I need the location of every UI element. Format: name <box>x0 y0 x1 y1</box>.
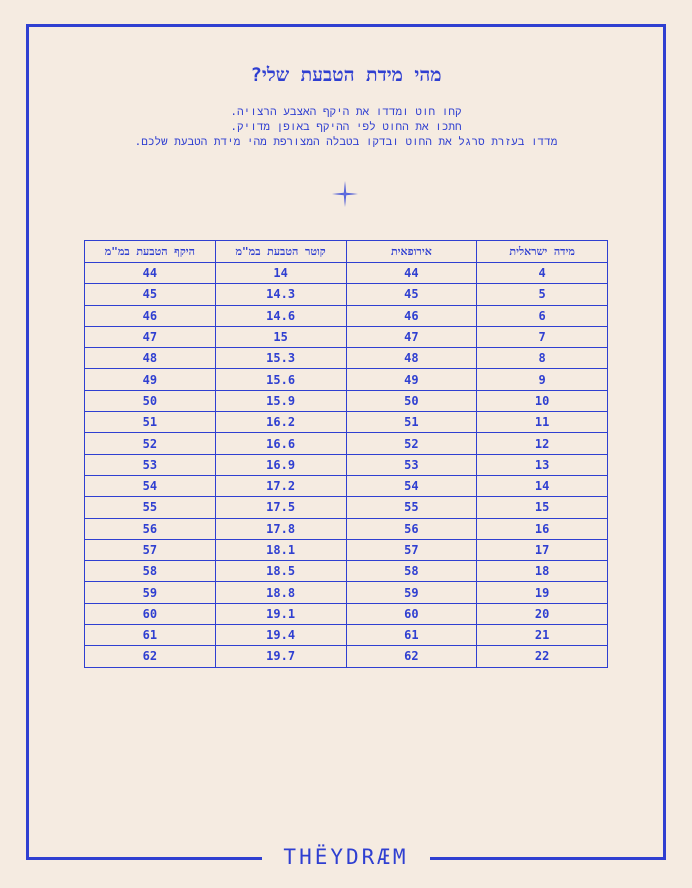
cell-diameter-mm: 15.9 <box>215 390 346 411</box>
instruction-line: מדדו בעזרת סרגל את החוט ובדקו בטבלה המצורפת מהי מידת הטבעת שלכם. <box>134 135 558 148</box>
cell-european-size: 55 <box>346 497 477 518</box>
cell-european-size: 44 <box>346 263 477 284</box>
table-row <box>85 497 608 518</box>
table-row <box>85 369 608 390</box>
table-row <box>85 284 608 305</box>
instructions <box>0 104 692 149</box>
cell-european-size: 53 <box>346 454 477 475</box>
cell-israeli-size: 10 <box>477 390 608 411</box>
cell-european-size: 50 <box>346 390 477 411</box>
table-header-row <box>85 241 608 263</box>
cell-european-size: 46 <box>346 305 477 326</box>
ring-size-table <box>84 240 608 668</box>
cell-european-size: 61 <box>346 625 477 646</box>
sparkle-icon <box>331 180 359 208</box>
cell-diameter-mm: 16.9 <box>215 454 346 475</box>
cell-israeli-size: 12 <box>477 433 608 454</box>
cell-european-size: 47 <box>346 326 477 347</box>
cell-circumference-mm: 46 <box>85 305 216 326</box>
cell-israeli-size: 18 <box>477 561 608 582</box>
cell-circumference-mm: 47 <box>85 326 216 347</box>
cell-european-size: 52 <box>346 433 477 454</box>
table-row <box>85 263 608 284</box>
cell-diameter-mm: 17.8 <box>215 518 346 539</box>
cell-israeli-size: 4 <box>477 263 608 284</box>
cell-diameter-mm: 18.1 <box>215 539 346 560</box>
instruction-line: חתכו את החוט לפי ההיקף באופן מדויק. <box>230 120 462 133</box>
cell-diameter-mm: 14.3 <box>215 284 346 305</box>
cell-israeli-size: 9 <box>477 369 608 390</box>
cell-circumference-mm: 45 <box>85 284 216 305</box>
table-row <box>85 646 608 667</box>
table-row <box>85 326 608 347</box>
frame-border-top <box>26 24 666 27</box>
table-row <box>85 348 608 369</box>
cell-diameter-mm: 14 <box>215 263 346 284</box>
table-row <box>85 412 608 433</box>
cell-diameter-mm: 15.3 <box>215 348 346 369</box>
cell-circumference-mm: 50 <box>85 390 216 411</box>
cell-israeli-size: 13 <box>477 454 608 475</box>
cell-circumference-mm: 53 <box>85 454 216 475</box>
table-row <box>85 603 608 624</box>
cell-israeli-size: 14 <box>477 475 608 496</box>
cell-diameter-mm: 15.6 <box>215 369 346 390</box>
cell-european-size: 57 <box>346 539 477 560</box>
frame-border-left <box>26 24 29 860</box>
table-body <box>85 263 608 668</box>
cell-circumference-mm: 49 <box>85 369 216 390</box>
cell-european-size: 49 <box>346 369 477 390</box>
cell-circumference-mm: 60 <box>85 603 216 624</box>
cell-circumference-mm: 51 <box>85 412 216 433</box>
cell-diameter-mm: 19.7 <box>215 646 346 667</box>
cell-diameter-mm: 18.8 <box>215 582 346 603</box>
cell-israeli-size: 7 <box>477 326 608 347</box>
cell-diameter-mm: 16.6 <box>215 433 346 454</box>
instruction-line: קחו חוט ומדדו את היקף האצבע הרצויה. <box>230 105 462 118</box>
table-row <box>85 625 608 646</box>
header-european-size: אירופאית <box>346 241 477 263</box>
cell-israeli-size: 17 <box>477 539 608 560</box>
frame-border-bottom-left <box>26 857 262 860</box>
cell-diameter-mm: 19.4 <box>215 625 346 646</box>
cell-circumference-mm: 48 <box>85 348 216 369</box>
brand-logo: THËYDRÆM <box>283 845 409 869</box>
cell-european-size: 60 <box>346 603 477 624</box>
cell-israeli-size: 21 <box>477 625 608 646</box>
table-row <box>85 390 608 411</box>
cell-circumference-mm: 56 <box>85 518 216 539</box>
cell-circumference-mm: 62 <box>85 646 216 667</box>
header-circumference-mm: היקף הטבעת במ"מ <box>85 241 216 263</box>
cell-circumference-mm: 44 <box>85 263 216 284</box>
cell-european-size: 58 <box>346 561 477 582</box>
cell-european-size: 59 <box>346 582 477 603</box>
cell-diameter-mm: 19.1 <box>215 603 346 624</box>
cell-european-size: 51 <box>346 412 477 433</box>
cell-diameter-mm: 17.5 <box>215 497 346 518</box>
cell-circumference-mm: 55 <box>85 497 216 518</box>
cell-diameter-mm: 16.2 <box>215 412 346 433</box>
cell-circumference-mm: 52 <box>85 433 216 454</box>
cell-israeli-size: 6 <box>477 305 608 326</box>
cell-israeli-size: 16 <box>477 518 608 539</box>
table-row <box>85 475 608 496</box>
page-title: מהי מידת הטבעת שלי? <box>250 64 442 86</box>
table-row <box>85 518 608 539</box>
cell-diameter-mm: 17.2 <box>215 475 346 496</box>
table-row <box>85 305 608 326</box>
table-row <box>85 433 608 454</box>
cell-israeli-size: 20 <box>477 603 608 624</box>
table-row <box>85 561 608 582</box>
table-row <box>85 454 608 475</box>
cell-european-size: 45 <box>346 284 477 305</box>
cell-european-size: 48 <box>346 348 477 369</box>
table-row <box>85 582 608 603</box>
cell-israeli-size: 15 <box>477 497 608 518</box>
cell-israeli-size: 19 <box>477 582 608 603</box>
cell-israeli-size: 22 <box>477 646 608 667</box>
cell-israeli-size: 8 <box>477 348 608 369</box>
cell-circumference-mm: 58 <box>85 561 216 582</box>
cell-circumference-mm: 59 <box>85 582 216 603</box>
cell-circumference-mm: 57 <box>85 539 216 560</box>
table-row <box>85 539 608 560</box>
header-diameter-mm: קוטר הטבעת במ"מ <box>215 241 346 263</box>
cell-european-size: 56 <box>346 518 477 539</box>
cell-diameter-mm: 15 <box>215 326 346 347</box>
frame-border-right <box>663 24 666 860</box>
cell-circumference-mm: 61 <box>85 625 216 646</box>
cell-diameter-mm: 14.6 <box>215 305 346 326</box>
header-israeli-size: מידה ישראלית <box>477 241 608 263</box>
cell-european-size: 62 <box>346 646 477 667</box>
cell-israeli-size: 11 <box>477 412 608 433</box>
cell-diameter-mm: 18.5 <box>215 561 346 582</box>
frame-border-bottom-right <box>430 857 666 860</box>
cell-israeli-size: 5 <box>477 284 608 305</box>
cell-circumference-mm: 54 <box>85 475 216 496</box>
cell-european-size: 54 <box>346 475 477 496</box>
